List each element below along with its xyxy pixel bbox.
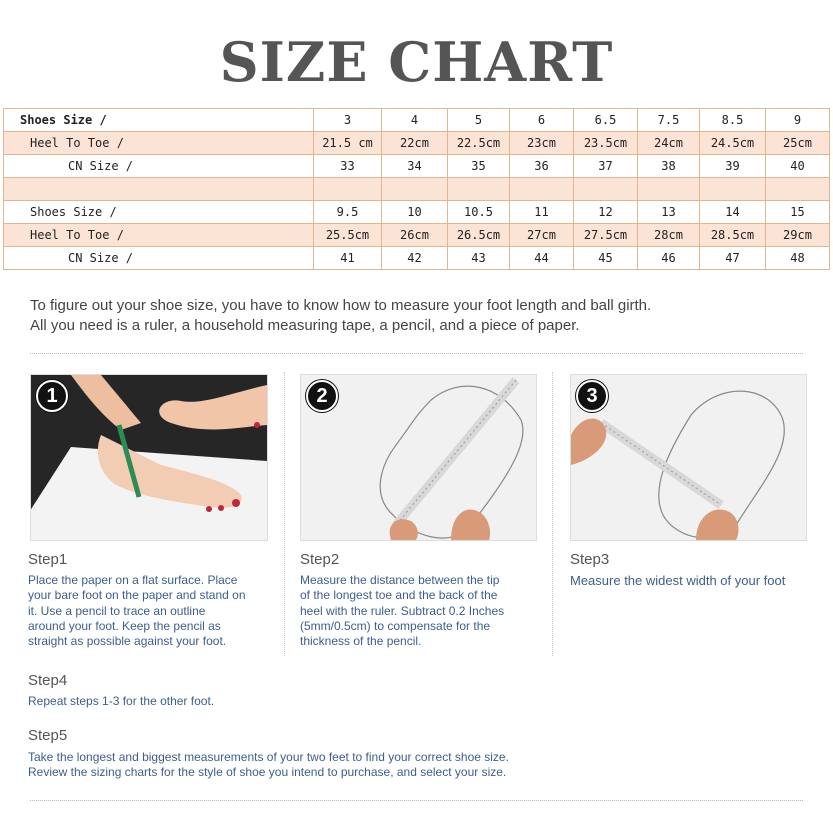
table-cell: 38	[638, 155, 700, 178]
table-cell: 6.5	[574, 109, 638, 132]
step-line: thickness of the pencil.	[300, 634, 422, 649]
step-title: Step2	[300, 551, 340, 568]
table-cell: 41	[314, 247, 382, 270]
table-cell: 44	[510, 247, 574, 270]
row-label	[4, 178, 314, 201]
row-label: CN Size /	[4, 155, 314, 178]
table-cell: 29cm	[766, 224, 830, 247]
row-label: Shoes Size /	[4, 109, 314, 132]
table-cell: 9.5	[314, 201, 382, 224]
table-cell: 26.5cm	[448, 224, 510, 247]
step-line: Measure the widest width of your foot	[570, 573, 786, 588]
step-line: Review the sizing charts for the style of shoe you intend to purchase, and select your size.	[28, 765, 507, 780]
step-text	[570, 573, 785, 588]
table-row	[4, 155, 830, 178]
step2-photo	[300, 374, 537, 541]
table-cell: 8.5	[700, 109, 766, 132]
table-cell	[700, 178, 766, 201]
table-cell: 36	[510, 155, 574, 178]
table-cell: 47	[700, 247, 766, 270]
table-cell: 3	[314, 109, 382, 132]
table-row	[4, 247, 830, 270]
step-line: around your foot. Keep the pencil as	[28, 618, 221, 633]
table-cell: 39	[700, 155, 766, 178]
table-cell: 22cm	[382, 132, 448, 155]
step-text	[28, 750, 509, 781]
step3-photo	[570, 374, 807, 541]
table-cell: 43	[448, 247, 510, 270]
table-cell: 48	[766, 247, 830, 270]
table-cell: 45	[574, 247, 638, 270]
step-number-badge: 2	[306, 380, 338, 412]
table-cell: 46	[638, 247, 700, 270]
table-cell: 23.5cm	[574, 132, 638, 155]
vertical-divider	[552, 372, 553, 656]
step-number-badge: 1	[36, 380, 68, 412]
table-cell: 33	[314, 155, 382, 178]
step-line: Take the longest and biggest measurements of your two feet to find your correct shoe size.	[28, 750, 509, 764]
step-line: it. Use a pencil to trace an outline	[28, 603, 206, 618]
step-text	[28, 694, 214, 709]
table-cell: 24.5cm	[700, 132, 766, 155]
table-cell: 6	[510, 109, 574, 132]
step-text	[28, 573, 246, 649]
dotted-divider	[30, 353, 803, 354]
step-title: Step5	[28, 727, 68, 744]
page-title: SIZE CHART	[219, 30, 614, 94]
step1-photo	[30, 374, 268, 541]
step-title: Step4	[28, 672, 68, 689]
row-label: CN Size /	[4, 247, 314, 270]
table-cell	[510, 178, 574, 201]
table-cell: 4	[382, 109, 448, 132]
table-cell: 10	[382, 201, 448, 224]
table-cell: 15	[766, 201, 830, 224]
table-cell: 13	[638, 201, 700, 224]
table-cell: 42	[382, 247, 448, 270]
table-cell: 40	[766, 155, 830, 178]
table-cell: 28cm	[638, 224, 700, 247]
step-line: (5mm/0.5cm) to compensate for the	[300, 618, 491, 633]
step-number-badge: 3	[576, 380, 608, 412]
row-label: Heel To Toe /	[4, 132, 314, 155]
table-cell: 25.5cm	[314, 224, 382, 247]
step-line: Place the paper on a flat surface. Place	[28, 573, 238, 587]
step-line: your bare foot on the paper and stand on	[28, 588, 246, 603]
table-cell	[574, 178, 638, 201]
table-cell: 21.5 cm	[314, 132, 382, 155]
table-row	[4, 224, 830, 247]
row-label: Heel To Toe /	[4, 224, 314, 247]
table-cell: 37	[574, 155, 638, 178]
table-cell: 22.5cm	[448, 132, 510, 155]
step-line: Repeat steps 1-3 for the other foot.	[28, 694, 215, 708]
table-row	[4, 201, 830, 224]
table-cell: 24cm	[638, 132, 700, 155]
step-text	[300, 573, 504, 649]
step-line: straight as possible against your foot.	[28, 634, 227, 649]
table-row-spacer	[4, 178, 830, 201]
row-label: Shoes Size /	[4, 201, 314, 224]
table-cell: 12	[574, 201, 638, 224]
table-cell: 23cm	[510, 132, 574, 155]
table-cell: 14	[700, 201, 766, 224]
table-cell: 10.5	[448, 201, 510, 224]
table-cell: 7.5	[638, 109, 700, 132]
table-row	[4, 132, 830, 155]
table-cell: 26cm	[382, 224, 448, 247]
table-cell: 35	[448, 155, 510, 178]
step-title: Step3	[570, 551, 610, 568]
step-title: Step1	[28, 551, 68, 568]
table-row	[4, 109, 830, 132]
table-cell: 34	[382, 155, 448, 178]
table-cell: 28.5cm	[700, 224, 766, 247]
step-line: Measure the distance between the tip	[300, 573, 500, 587]
intro-line: All you need is a ruler, a household measuring tape, a pencil, and a piece of paper.	[30, 317, 580, 334]
table-cell: 27cm	[510, 224, 574, 247]
table-cell: 5	[448, 109, 510, 132]
step-line: heel with the ruler. Subtract 0.2 Inches	[300, 603, 505, 618]
table-cell	[448, 178, 510, 201]
table-cell: 9	[766, 109, 830, 132]
table-cell: 11	[510, 201, 574, 224]
intro-text	[30, 296, 651, 336]
table-cell	[382, 178, 448, 201]
dotted-divider	[30, 800, 803, 801]
vertical-divider	[284, 372, 285, 656]
table-cell	[314, 178, 382, 201]
table-cell	[638, 178, 700, 201]
table-cell: 25cm	[766, 132, 830, 155]
size-table	[3, 108, 830, 270]
intro-line: To figure out your shoe size, you have to know how to measure your foot length and ball girth.	[30, 297, 652, 314]
table-cell	[766, 178, 830, 201]
step-line: of the longest toe and the back of the	[300, 588, 498, 603]
table-cell: 27.5cm	[574, 224, 638, 247]
